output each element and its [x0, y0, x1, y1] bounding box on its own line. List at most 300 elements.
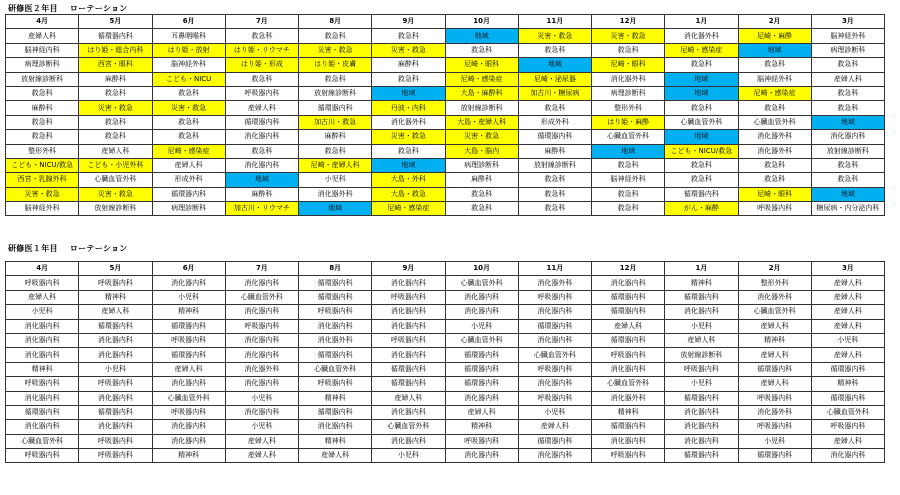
rotation-cell: 麻酔科	[518, 144, 591, 158]
rotation-cell: 産婦人科	[225, 449, 298, 463]
table-row	[6, 420, 885, 434]
rotation-cell: 病理診断科	[445, 158, 518, 172]
month-header: 3月	[811, 15, 884, 29]
rotation-cell: 消化器内科	[372, 434, 445, 448]
rotation-cell: 消化器内科	[445, 305, 518, 319]
rotation-cell: 麻酔科	[372, 58, 445, 72]
rotation-cell: はり姫・皮膚	[299, 58, 372, 72]
rotation-cell: 消化器内科	[811, 130, 884, 144]
month-header: 1月	[665, 15, 738, 29]
rotation-cell: 小児科	[225, 391, 298, 405]
table-row	[6, 319, 885, 333]
rotation-cell: 脳神経外科	[592, 173, 665, 187]
rotation-cell: 消化器内科	[665, 420, 738, 434]
table-row	[6, 43, 885, 57]
table-row	[6, 72, 885, 86]
table-row	[6, 115, 885, 129]
rotation-cell: 循環器内科	[592, 290, 665, 304]
table-row	[6, 86, 885, 100]
rotation-cell: 消化器内科	[811, 449, 884, 463]
month-header: 9月	[372, 15, 445, 29]
rotation-cell: 消化器外科	[592, 72, 665, 86]
rotation-cell: 救急科	[372, 29, 445, 43]
rotation-cell: 呼吸器内科	[592, 348, 665, 362]
rotation-cell: 消化器外科	[738, 290, 811, 304]
rotation-cell: 尼崎・感染症	[372, 202, 445, 216]
rotation-cell: 丹波・内科	[372, 101, 445, 115]
table-row	[6, 290, 885, 304]
rotation-cell: 加古川・リウマチ	[225, 202, 298, 216]
rotation-cell: 消化器内科	[152, 377, 225, 391]
table-row	[6, 362, 885, 376]
rotation-cell: 小児科	[299, 173, 372, 187]
rotation-cell: 産婦人科	[811, 434, 884, 448]
rotation-cell: こども・NICU/救急	[665, 144, 738, 158]
month-header: 4月	[6, 15, 79, 29]
rotation-cell: 呼吸器内科	[6, 449, 79, 463]
rotation-cell: 消化器外科	[738, 144, 811, 158]
rotation-cell: 救急科	[738, 173, 811, 187]
rotation-cell: 救急科	[738, 101, 811, 115]
rotation-cell: 呼吸器内科	[372, 333, 445, 347]
month-header: 2月	[738, 15, 811, 29]
rotation-cell: 産婦人科	[811, 290, 884, 304]
rotation-cell: 消化器外科	[299, 333, 372, 347]
rotation-cell: 放射線診断科	[665, 348, 738, 362]
rotation-cell: 脳神経内科	[6, 43, 79, 57]
rotation-cell: 小児科	[445, 319, 518, 333]
rotation-cell: こども・NICU	[152, 72, 225, 86]
table-row	[6, 101, 885, 115]
rotation-cell: 循環器内科	[592, 305, 665, 319]
rotation-cell: 呼吸器内科	[6, 377, 79, 391]
rotation-cell: 産婦人科	[79, 305, 152, 319]
rotation-cell: 心臓血管外科	[225, 290, 298, 304]
rotation-cell: 呼吸器内科	[518, 290, 591, 304]
table-row	[6, 305, 885, 319]
rotation-cell: 地域	[811, 187, 884, 201]
rotation-cell: 地域	[665, 130, 738, 144]
rotation-cell: 消化器外科	[225, 362, 298, 376]
rotation-cell: 循環器内科	[299, 276, 372, 290]
rotation-cell: 循環器内科	[518, 319, 591, 333]
rotation-cell: 心臓血管外科	[445, 276, 518, 290]
rotation-cell: 循環器内科	[665, 187, 738, 201]
rotation-cell: 循環器内科	[518, 130, 591, 144]
rotation-cell: 循環器内科	[299, 290, 372, 304]
rotation-cell: 消化器内科	[665, 305, 738, 319]
rotation-cell: 循環器内科	[79, 405, 152, 419]
rotation-cell: こども・NICU/救急	[6, 158, 79, 172]
rotation-cell: 形成外科	[518, 115, 591, 129]
rotation-cell: 救急科	[665, 101, 738, 115]
rotation-cell: 循環器内科	[225, 115, 298, 129]
rotation-cell: 地域	[811, 115, 884, 129]
rotation-cell: 救急科	[518, 43, 591, 57]
rotation-cell: 消化器内科	[299, 420, 372, 434]
rotation-cell: 救急科	[518, 202, 591, 216]
rotation-cell: 救急科	[592, 158, 665, 172]
rotation-cell: 救急科	[811, 173, 884, 187]
table-row	[6, 187, 885, 201]
rotation-cell: 救急科	[445, 43, 518, 57]
rotation-cell: 尼崎・感染症	[445, 72, 518, 86]
rotation-cell: 呼吸器内科	[225, 319, 298, 333]
rotation-cell: 産婦人科	[225, 434, 298, 448]
rotation-cell: 放射線診断科	[6, 72, 79, 86]
rotation-cell: 尼崎・麻酔	[738, 29, 811, 43]
month-header: 11月	[518, 262, 591, 276]
rotation-cell: 循環器内科	[445, 377, 518, 391]
rotation-cell: 産婦人科	[811, 72, 884, 86]
month-header: 5月	[79, 15, 152, 29]
month-header: 8月	[299, 15, 372, 29]
rotation-cell: 呼吸器内科	[665, 362, 738, 376]
rotation-cell: 消化器内科	[225, 130, 298, 144]
rotation-cell: 呼吸器内科	[592, 449, 665, 463]
rotation-cell: 小児科	[811, 333, 884, 347]
rotation-cell: 整形外科	[6, 144, 79, 158]
rotation-cell: 麻酔科	[79, 72, 152, 86]
rotation-cell: 消化器内科	[372, 305, 445, 319]
rotation-cell: 救急科	[225, 72, 298, 86]
rotation-cell: 精神科	[6, 362, 79, 376]
rotation-cell: 循環器内科	[299, 405, 372, 419]
month-header: 4月	[6, 262, 79, 276]
table-row	[6, 405, 885, 419]
rotation-cell: 救急科	[592, 202, 665, 216]
month-header: 3月	[811, 262, 884, 276]
rotation-cell: 小児科	[738, 434, 811, 448]
rotation-cell: 心臓血管外科	[152, 391, 225, 405]
rotation-cell: 循環器内科	[299, 348, 372, 362]
table-row	[6, 158, 885, 172]
rotation-cell: 消化器内科	[152, 276, 225, 290]
rotation-cell: 呼吸器内科	[79, 434, 152, 448]
rotation-cell: 呼吸器内科	[372, 290, 445, 304]
rotation-cell: 消化器内科	[6, 333, 79, 347]
rotation-cell: 産婦人科	[225, 101, 298, 115]
table-row	[6, 333, 885, 347]
month-header: 8月	[299, 262, 372, 276]
rotation-cell: 精神科	[299, 391, 372, 405]
rotation-cell: 循環器内科	[79, 29, 152, 43]
rotation-cell: 産婦人科	[665, 333, 738, 347]
month-header: 5月	[79, 262, 152, 276]
rotation-cell: 消化器内科	[592, 434, 665, 448]
rotation-cell: 災害・救急	[445, 130, 518, 144]
rotation-cell: 災害・救急	[152, 101, 225, 115]
rotation-cell: 災害・救急	[372, 130, 445, 144]
rotation-cell: 消化器内科	[6, 420, 79, 434]
rotation-cell: 災害・救急	[6, 187, 79, 201]
rotation-cell: 大島・救急	[372, 187, 445, 201]
month-header: 7月	[225, 262, 298, 276]
month-header: 9月	[372, 262, 445, 276]
rotation-cell: 消化器内科	[665, 405, 738, 419]
rotation-cell: 呼吸器内科	[738, 420, 811, 434]
rotation-cell: 救急科	[79, 86, 152, 100]
rotation-cell: 地域	[372, 86, 445, 100]
rotation-cell: こども・小児外科	[79, 158, 152, 172]
rotation-cell: 消化器内科	[518, 333, 591, 347]
rotation-cell: 形成外科	[152, 173, 225, 187]
rotation-cell: 消化器内科	[225, 405, 298, 419]
rotation-cell: 救急科	[592, 43, 665, 57]
rotation-cell: 救急科	[445, 187, 518, 201]
rotation-cell: 尼崎・眼科	[592, 58, 665, 72]
month-header: 12月	[592, 15, 665, 29]
rotation-cell: 放射線診断科	[79, 202, 152, 216]
rotation-cell: 循環器内科	[79, 319, 152, 333]
rotation-cell: 心臓血管外科	[592, 377, 665, 391]
rotation-cell: 循環器内科	[152, 319, 225, 333]
rotation-cell: 精神科	[592, 405, 665, 419]
rotation-cell: 小児科	[152, 290, 225, 304]
rotation-cell: 小児科	[665, 319, 738, 333]
rotation-cell: 精神科	[738, 333, 811, 347]
rotation-cell: 消化器内科	[372, 319, 445, 333]
rotation-cell: 救急科	[6, 86, 79, 100]
rotation-cell: 消化器外科	[738, 405, 811, 419]
rotation-cell: 病理診断科	[592, 86, 665, 100]
rotation-cell: 循環器内科	[738, 449, 811, 463]
rotation-cell: 病理診断科	[811, 43, 884, 57]
rotation-cell: 災害・救急	[79, 101, 152, 115]
rotation-cell: 地域	[299, 202, 372, 216]
rotation-cell: 災害・救急	[518, 29, 591, 43]
rotation-cell: 消化器内科	[225, 276, 298, 290]
rotation-cell: 救急科	[445, 202, 518, 216]
rotation-cell: 救急科	[518, 187, 591, 201]
rotation-cell: 消化器内科	[6, 391, 79, 405]
rotation-cell: 救急科	[372, 72, 445, 86]
rotation-cell: 呼吸器内科	[152, 333, 225, 347]
rotation-table-year2	[5, 14, 885, 216]
rotation-cell: 消化器内科	[6, 348, 79, 362]
section-title-year1: 研修医１年目 ローテーション	[8, 244, 128, 253]
rotation-cell: 消化器内科	[518, 449, 591, 463]
table-row	[6, 29, 885, 43]
rotation-cell: 救急科	[6, 115, 79, 129]
rotation-cell: 心臓血管外科	[372, 420, 445, 434]
rotation-cell: 消化器内科	[79, 333, 152, 347]
rotation-cell: 尼崎・眼科	[738, 187, 811, 201]
rotation-cell: 消化器内科	[592, 362, 665, 376]
rotation-cell: 尼崎・泌尿器	[518, 72, 591, 86]
table-row	[6, 377, 885, 391]
rotation-cell: 心臓血管外科	[299, 362, 372, 376]
rotation-cell: 循環器内科	[811, 362, 884, 376]
rotation-cell: 地域	[665, 86, 738, 100]
rotation-cell: はり姫・麻酔	[592, 115, 665, 129]
rotation-cell: 救急科	[299, 72, 372, 86]
rotation-cell: 循環器内科	[738, 362, 811, 376]
rotation-cell: 西宮・乳腺外科	[6, 173, 79, 187]
rotation-cell: 産婦人科	[738, 348, 811, 362]
rotation-cell: 循環器内科	[665, 391, 738, 405]
rotation-cell: 循環器内科	[152, 187, 225, 201]
rotation-cell: 心臓血管外科	[738, 115, 811, 129]
section-title-year2: 研修医２年目 ローテーション	[8, 4, 128, 13]
rotation-cell: 循環器内科	[372, 377, 445, 391]
rotation-cell: 循環器内科	[152, 348, 225, 362]
rotation-cell: 救急科	[79, 130, 152, 144]
rotation-cell: 救急科	[152, 86, 225, 100]
rotation-cell: 産婦人科	[445, 405, 518, 419]
rotation-cell: 麻酔科	[299, 130, 372, 144]
rotation-cell: 循環器内科	[372, 362, 445, 376]
rotation-cell: 産婦人科	[811, 276, 884, 290]
rotation-cell: 産婦人科	[6, 29, 79, 43]
rotation-cell: 放射線診断科	[445, 101, 518, 115]
rotation-cell: 消化器内科	[225, 305, 298, 319]
rotation-table-year1	[5, 261, 885, 463]
rotation-cell: 消化器内科	[372, 348, 445, 362]
rotation-cell: 呼吸器内科	[79, 449, 152, 463]
rotation-cell: 消化器外科	[372, 115, 445, 129]
rotation-cell: 尼崎・感染症	[738, 86, 811, 100]
rotation-cell: 尼崎・感染症	[152, 144, 225, 158]
rotation-cell: 消化器外科	[592, 391, 665, 405]
rotation-cell: 大島・外科	[372, 173, 445, 187]
rotation-cell: 消化器内科	[6, 319, 79, 333]
month-header: 12月	[592, 262, 665, 276]
rotation-cell: 産婦人科	[738, 377, 811, 391]
rotation-cell: 小児科	[79, 362, 152, 376]
rotation-cell: 地域	[592, 144, 665, 158]
rotation-cell: 循環器内科	[299, 101, 372, 115]
rotation-cell: 加古川・救急	[299, 115, 372, 129]
rotation-cell: 救急科	[518, 173, 591, 187]
rotation-cell: 災害・救急	[299, 43, 372, 57]
rotation-cell: 尼崎・眼科	[445, 58, 518, 72]
rotation-cell: 脳神経外科	[811, 29, 884, 43]
rotation-cell: 病理診断科	[152, 202, 225, 216]
rotation-cell: 小児科	[665, 377, 738, 391]
rotation-cell: 消化器内科	[79, 391, 152, 405]
rotation-cell: 呼吸器内科	[79, 276, 152, 290]
month-header: 6月	[152, 262, 225, 276]
rotation-cell: 小児科	[372, 449, 445, 463]
rotation-cell: 心臓血管外科	[665, 115, 738, 129]
rotation-cell: 西宮・眼科	[79, 58, 152, 72]
rotation-cell: 産婦人科	[811, 319, 884, 333]
rotation-cell: 耳鼻咽喉科	[152, 29, 225, 43]
table-row	[6, 130, 885, 144]
table-row	[6, 391, 885, 405]
rotation-cell: 放射線診断科	[811, 144, 884, 158]
rotation-cell: 消化器内科	[79, 348, 152, 362]
rotation-cell: 災害・救急	[79, 187, 152, 201]
rotation-cell: 地域	[372, 158, 445, 172]
rotation-cell: 消化器内科	[445, 290, 518, 304]
rotation-cell: 小児科	[518, 405, 591, 419]
rotation-cell: 心臓血管外科	[518, 348, 591, 362]
rotation-cell: 消化器内科	[665, 434, 738, 448]
rotation-cell: 救急科	[152, 130, 225, 144]
rotation-cell: 呼吸器内科	[79, 377, 152, 391]
rotation-cell: 心臓血管外科	[6, 434, 79, 448]
rotation-cell: 呼吸器内科	[518, 391, 591, 405]
rotation-cell: 麻酔科	[445, 173, 518, 187]
rotation-cell: 地域	[518, 58, 591, 72]
rotation-cell: 循環器内科	[445, 362, 518, 376]
rotation-cell: 消化器外科	[665, 29, 738, 43]
month-header: 7月	[225, 15, 298, 29]
rotation-cell: 精神科	[811, 377, 884, 391]
rotation-cell: 病理診断科	[6, 58, 79, 72]
rotation-cell: 救急科	[811, 101, 884, 115]
rotation-cell: 救急科	[6, 130, 79, 144]
rotation-cell: 精神科	[152, 305, 225, 319]
rotation-cell: 大島・麻酔科	[445, 86, 518, 100]
rotation-cell: 糖尿病・内分泌内科	[811, 202, 884, 216]
rotation-cell: 消化器内科	[225, 333, 298, 347]
rotation-cell: 産婦人科	[738, 319, 811, 333]
rotation-cell: 災害・救急	[592, 29, 665, 43]
rotation-cell: はり姫・総合内科	[79, 43, 152, 57]
month-header: 10月	[445, 15, 518, 29]
rotation-cell: 消化器内科	[518, 377, 591, 391]
rotation-cell: 産婦人科	[152, 362, 225, 376]
rotation-cell: 産婦人科	[152, 158, 225, 172]
rotation-cell: 消化器内科	[299, 319, 372, 333]
rotation-cell: 救急科	[592, 187, 665, 201]
table-row	[6, 173, 885, 187]
table-row	[6, 434, 885, 448]
rotation-cell: 地域	[445, 29, 518, 43]
rotation-cell: 救急科	[299, 144, 372, 158]
table-row	[6, 144, 885, 158]
rotation-cell: 精神科	[445, 420, 518, 434]
rotation-cell: 脳神経外科	[6, 202, 79, 216]
rotation-cell: 消化器外科	[299, 187, 372, 201]
rotation-cell: 救急科	[811, 86, 884, 100]
month-header: 10月	[445, 262, 518, 276]
rotation-cell: 消化器内科	[79, 420, 152, 434]
rotation-cell: 心臓血管外科	[79, 173, 152, 187]
rotation-cell: 消化器内科	[225, 377, 298, 391]
rotation-cell: 地域	[665, 72, 738, 86]
rotation-cell: 救急科	[665, 58, 738, 72]
rotation-cell: 循環器内科	[811, 391, 884, 405]
rotation-cell: 呼吸器内科	[299, 377, 372, 391]
rotation-cell: 呼吸器内科	[738, 391, 811, 405]
rotation-cell: 放射線診断科	[299, 86, 372, 100]
month-header: 11月	[518, 15, 591, 29]
rotation-cell: 循環器内科	[592, 420, 665, 434]
rotation-cell: 大島・脳内	[445, 144, 518, 158]
rotation-cell: 救急科	[225, 29, 298, 43]
rotation-cell: 麻酔科	[6, 101, 79, 115]
rotation-cell: 救急科	[225, 144, 298, 158]
table-row	[6, 58, 885, 72]
rotation-cell: 消化器内科	[225, 348, 298, 362]
rotation-cell: 呼吸器内科	[225, 86, 298, 100]
rotation-cell: 循環器内科	[6, 405, 79, 419]
rotation-cell: 救急科	[372, 144, 445, 158]
rotation-cell: 救急科	[811, 58, 884, 72]
rotation-cell: 精神科	[152, 449, 225, 463]
rotation-cell: 消化器内科	[225, 158, 298, 172]
rotation-cell: 精神科	[79, 290, 152, 304]
rotation-cell: 消化器内科	[518, 305, 591, 319]
rotation-cell: 呼吸器内科	[6, 276, 79, 290]
rotation-cell: 産婦人科	[518, 420, 591, 434]
rotation-cell: 麻酔科	[225, 187, 298, 201]
rotation-cell: 心臓血管外科	[445, 333, 518, 347]
